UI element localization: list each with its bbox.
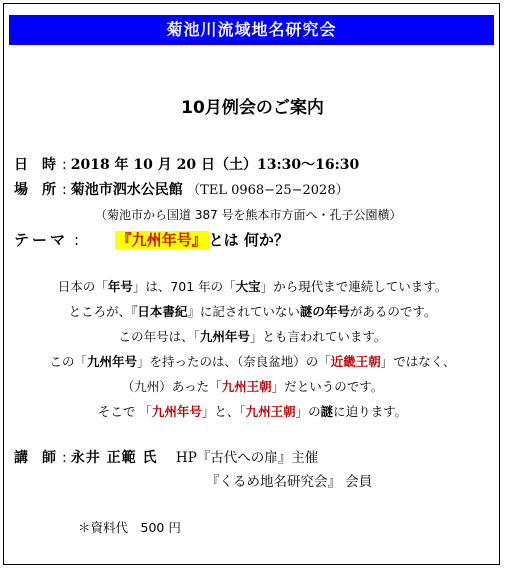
date-value: 2018 年 10 月 20 日（土）13:30〜16:30 bbox=[70, 157, 360, 173]
place-tel: （TEL 0968−25−2028） bbox=[187, 183, 349, 198]
body-line-5: （九州）あった「九州王朝」だというのです。 bbox=[121, 379, 384, 394]
header-banner bbox=[9, 15, 494, 45]
place-note: （菊池市から国道 387 号を熊本市方面へ・孔子公園横） bbox=[95, 208, 402, 222]
body-line-2: ところが、『日本書紀』に記されていない謎の年号があるのです。 bbox=[68, 304, 437, 319]
lecturer-hp: HP『古代への扉』主催 bbox=[175, 450, 319, 466]
theme-highlight: 『九州年号』 bbox=[116, 231, 207, 249]
body-line-1: 日本の「年号」は、701 年の「大宝」から現代まで連続しています。 bbox=[57, 279, 448, 294]
theme-colon: : bbox=[74, 231, 80, 249]
body-line-4: この「九州年号」を持ったのは、（奈良盆地）の「近畿王朝」ではなく、 bbox=[49, 354, 456, 369]
lecturer-colon: : bbox=[62, 450, 67, 466]
lecturer-label: 講 師 bbox=[14, 450, 56, 466]
place-label: 場 所 bbox=[14, 182, 56, 198]
organization-title: 菊池川流域地名研究会 bbox=[166, 20, 337, 39]
place-row bbox=[14, 179, 349, 199]
body-line-3: この年号は、「九州年号」とも言われています。 bbox=[118, 329, 387, 344]
date-colon: : bbox=[62, 157, 67, 173]
theme-rest: とは 何か？ bbox=[208, 231, 289, 249]
theme-label: テーマ bbox=[14, 231, 69, 249]
place-colon: : bbox=[62, 182, 67, 198]
date-row bbox=[14, 154, 359, 174]
lecturer-row bbox=[14, 446, 318, 467]
page-title: 10月例会のご案内 bbox=[181, 98, 324, 118]
lecturer-org: 『くるめ地名研究会』 会員 bbox=[206, 474, 373, 490]
lecturer-name: 永井 正範 氏 bbox=[70, 450, 158, 466]
date-label: 日 時 bbox=[14, 157, 56, 173]
body-line-6: そこで 「九州年号」と、「九州王朝」の謎に迫ります。 bbox=[97, 404, 408, 419]
fee-note: ＊資料代 500 円 bbox=[78, 520, 181, 535]
theme-row bbox=[14, 229, 289, 250]
place-name: 菊池市泗水公民館 bbox=[70, 182, 183, 198]
